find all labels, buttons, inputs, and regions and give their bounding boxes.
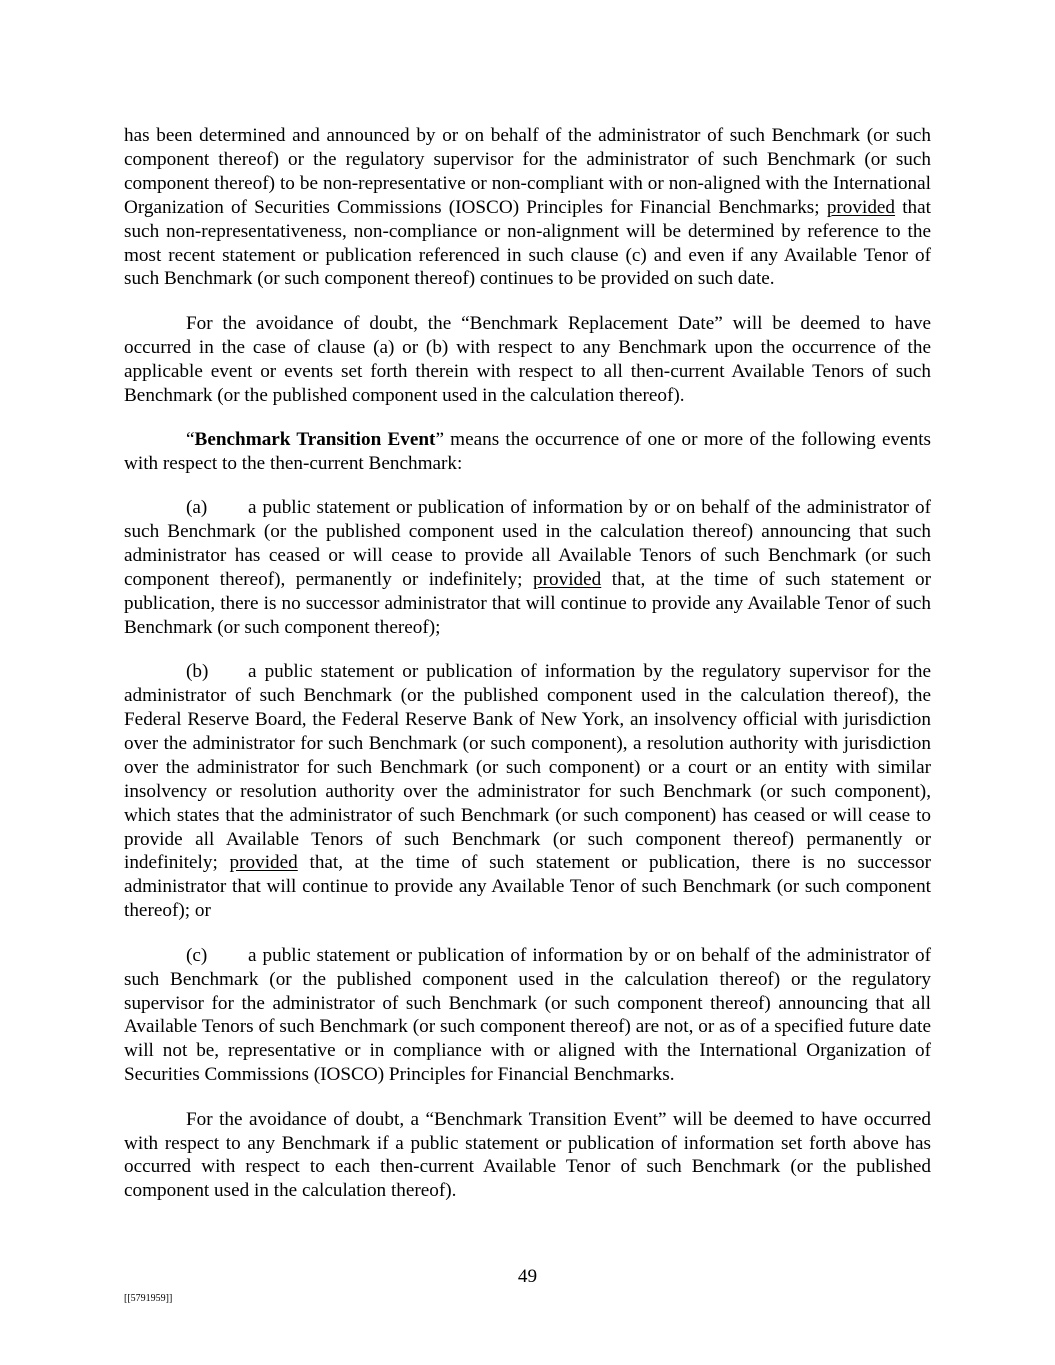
- paragraph-text: that such non-representativeness, non-compliance or non-alignment will be determined by reference to the most recent statement or publication referenced in such clause (c) and even if any Available Tenor of such Benchmark (or such component thereof) continues to be provided on such date.: [124, 196, 931, 290]
- clause-a: [124, 496, 931, 639]
- document-id: [[5791959]]: [124, 1293, 173, 1304]
- clause-b-text-rest: that, at the time of such statement or publication, there is no successor administrator that will continue to provide any Available Tenor of such Benchmark (or such component thereof); or: [124, 852, 931, 922]
- document-body: [124, 124, 931, 1224]
- defined-term: Benchmark Transition Event: [194, 428, 436, 450]
- clause-b-label: (b): [186, 661, 209, 683]
- provided-underlined: provided: [826, 196, 896, 218]
- open-quote: “: [186, 428, 195, 450]
- clause-c-text: a public statement or publication of information by or on behalf of the administrator of such Benchmark (or the published component used in the calculation thereof) or the regulatory supervisor for the administrator of such Benchmark (or such component thereof) announcing that all Available Tenors of such Benchmark (or such component thereof) are not, or as of a specified future date will not be, representative or in compliance with or aligned with the International Organization of Securities Commissions (IOSCO) Principles for Financial Benchmarks.: [124, 944, 931, 1086]
- clause-a-label: (a): [186, 497, 208, 519]
- clause-c-label: (c): [186, 944, 208, 966]
- clause-b-text: a public statement or publication of information by the regulatory supervisor for the administrator of such Benchmark (or the published component used in the calculation thereof), the Federal Reserve Board, the Federal Reserve Bank of New York, an insolvency official with jurisdiction over the administrator for such Benchmark (or such component), a resolution authority with jurisdiction over the administrator for such Benchmark (or such component) or a court or an entity with similar insolvency or resolution authority over the administrator for such Benchmark (or such component), which states that the administrator of such Benchmark (or such component) has ceased or will cease to provide all Available Tenors of such Benchmark (or such component thereof) permanently or indefinitely;: [124, 661, 931, 874]
- definition-text: ” means the occurrence of one or more of the following events with respect to the then-current Benchmark:: [124, 428, 931, 474]
- paragraph-text: has been determined and announced by or on behalf of the administrator of such Benchmark (or such component thereof) or the regulatory supervisor for the administrator of such Benchmark (or such component thereof) to be non-representative or non-compliant with or non-aligned with the International Organization of Securities Commissions (IOSCO) Principles for Financial Benchmarks;: [124, 125, 931, 218]
- clause-a-text: a public statement or publication of information by or on behalf of the administrator of such Benchmark (or the published component used in the calculation thereof) announcing that such administrator has ceased or will cease to provide all Available Tenors of such Benchmark (or such component thereof), permanently or indefinitely;: [124, 497, 931, 590]
- provided-underlined: provided: [229, 852, 298, 874]
- paragraph-transition-event-note: For the avoidance of doubt, a “Benchmark Transition Event” will be deemed to have occurred with respect to any Benchmark if a public statement or publication of information set forth above has occurred with respect to each then-current Available Tenor of such Benchmark (or the published component used in the calculation thereof).: [124, 1108, 931, 1202]
- clause-a-text-rest: that, at the time of such statement or publication, there is no successor administrator that will continue to provide any Available Tenor of such Benchmark (or such component thereof);: [124, 569, 931, 638]
- clause-b: [124, 660, 931, 923]
- clause-c: [124, 944, 931, 1087]
- provided-underlined: provided: [533, 569, 602, 590]
- paragraph-replacement-date-note: For the avoidance of doubt, the “Benchmark Replacement Date” will be deemed to have occurred in the case of clause (a) or (b) with respect to any Benchmark upon the occurrence of the applicable event or events set forth therein with respect to all then-current Available Tenors of such Benchmark (or the published component used in the calculation thereof).: [124, 312, 931, 406]
- paragraph-continuation: [124, 124, 931, 291]
- page-number: 49: [517, 1266, 538, 1287]
- paragraph-transition-event-definition: [124, 428, 931, 476]
